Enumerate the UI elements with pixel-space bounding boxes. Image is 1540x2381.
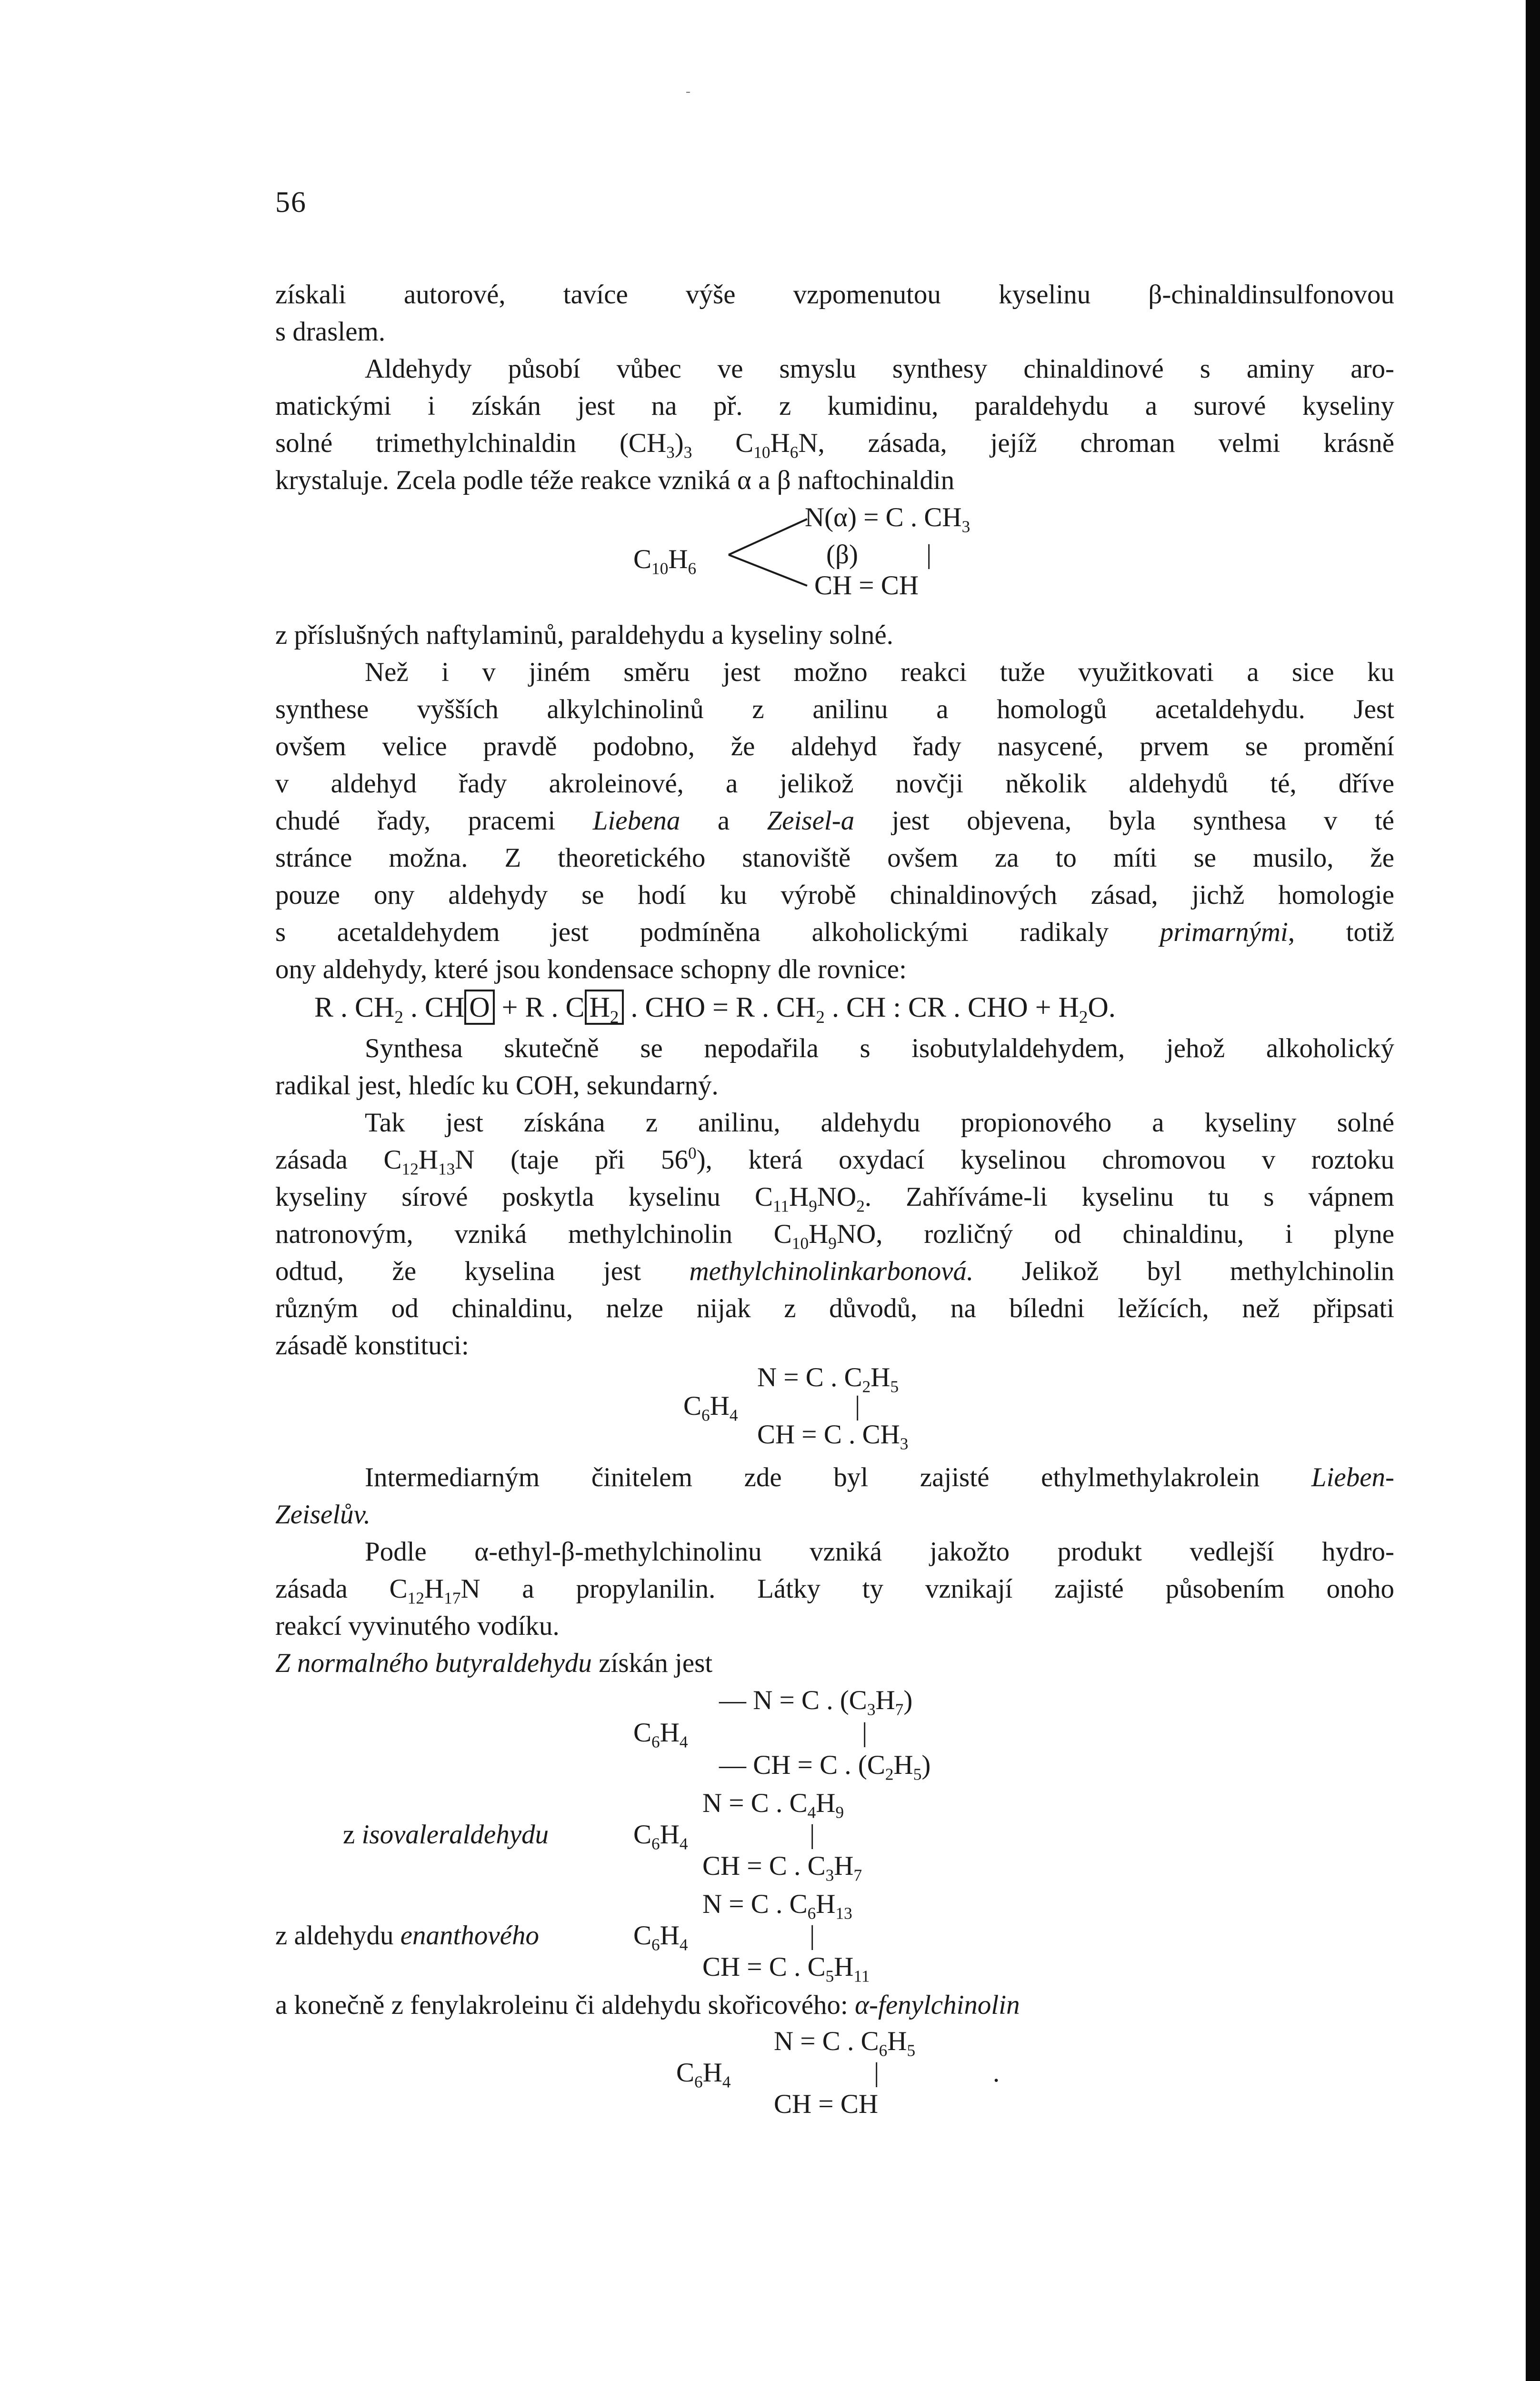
text-line: kyseliny sírové poskytla kyselinu $C_{11}H_9NO_2$. Zahříváme-li kyselinu tu s vápnem <box>275 1182 1394 1216</box>
formula-bottom: CH = C . $C_3H_7$ <box>702 1851 862 1885</box>
formula-dot: . <box>993 2058 1000 2088</box>
formula-bar: | <box>862 1718 868 1748</box>
formula-left: $C_6H_4$ <box>633 1820 688 1853</box>
text-line: Než i v jiném směru jest možno reakci tuže využitkovati a sice ku <box>365 657 1394 687</box>
text-line: Aldehydy působí vůbec ve smyslu synthesy chinaldinové s aminy aro- <box>365 354 1394 384</box>
text-line: chudé řady, pracemi Liebena a Zeisel-a jest objevena, byla synthesa v té <box>275 806 1394 836</box>
formula-left: $C_6H_4$ <box>676 2058 731 2091</box>
formula-bar: | <box>810 1921 815 1951</box>
formula-bond-lines <box>726 514 812 590</box>
formula-bottom: CH = CH <box>774 2089 879 2119</box>
formula-bottom: CH = CH <box>814 570 919 600</box>
text-line: ovšem velice pravdě podobno, že aldehyd řady nasycené, prvem se promění <box>275 731 1394 761</box>
text-line: matickými i získán jest na př. z kumidinu, paraldehydu a surové kyseliny <box>275 391 1394 421</box>
text-line: synthese vyšších alkylchinolinů z anilinu a homologů acetaldehydu. Jest <box>275 694 1394 724</box>
text-line: Zeiselův. <box>275 1500 370 1530</box>
text-line: odtud, že kyselina jest methylchinolinkarbonová. Jelikož byl methylchinolin <box>275 1256 1394 1286</box>
formula-left: $C_{10}H_6$ <box>633 544 697 578</box>
text-line: zásada $C_{12}H_{13}N$ (taje při $56^0$), která oxydací kyselinou chromovou v roztoku <box>275 1143 1394 1179</box>
formula-top: N = C . $C_4H_9$ <box>702 1788 844 1822</box>
formula-top: N = C . $C_6H_{13}$ <box>702 1889 852 1923</box>
formula-bottom: CH = C . $CH_3$ <box>757 1420 909 1453</box>
text-line: radikal jest, hledíc ku COH, sekundarný. <box>275 1070 719 1100</box>
formula-left: $C_6H_4$ <box>633 1921 688 1954</box>
formula-bar: | <box>926 540 932 570</box>
formula-prefix: z aldehydu enanthového <box>275 1921 539 1951</box>
formula-left: $C_6H_4$ <box>683 1391 738 1425</box>
formula-top: N = C . $C_6H_5$ <box>774 2026 916 2060</box>
text-line: natronovým, vzniká methylchinolin $C_{10}H_9NO$, rozličný od chinaldinu, i plyne <box>275 1219 1394 1253</box>
text-line: solné trimethylchinaldin $(CH_3)_3$ $C_{10}H_6N$, zásada, jejíž chroman velmi krásně <box>275 428 1394 462</box>
text-line: z příslušných naftylaminů, paraldehydu a kyseliny solné. <box>275 620 894 650</box>
formula-top: N = C . $C_2H_5$ <box>757 1362 899 1396</box>
text-line: stránce možna. Z theoretického stanoviště ovšem za to míti se musilo, že <box>275 843 1394 873</box>
text-line: různým od chinaldinu, nelze nijak z důvodů, na bíledni ležících, než připsati <box>275 1293 1394 1323</box>
formula-bar: | <box>874 2058 880 2088</box>
text-line: reakcí vyvinutého vodíku. <box>275 1611 560 1641</box>
page-number: 56 <box>275 186 307 219</box>
formula-mid: (β) <box>826 540 858 570</box>
text-line: pouze ony aldehydy se hodí ku výrobě chinaldinových zásad, jichž homologie <box>275 880 1394 910</box>
formula-bottom: — CH = C . $(C_2H_5)$ <box>719 1750 931 1784</box>
text-line: Podle α-ethyl-β-methylchinolinu vzniká jakožto produkt vedlejší hydro- <box>365 1537 1394 1567</box>
formula-bar: | <box>810 1820 815 1850</box>
formula-top: N(α) = C . $CH_3$ <box>805 502 970 536</box>
text-line: ony aldehydy, které jsou kondensace schopny dle rovnice: <box>275 954 907 984</box>
text-line: zásada $C_{12}H_{17}N$ a propylanilin. Látky ty vznikají zajisté působením onoho <box>275 1574 1394 1608</box>
text-line: získali autorové, tavíce výše vzpomenutou kyselinu β-chinaldinsulfonovou <box>275 280 1394 310</box>
text-line: Synthesa skutečně se nepodařila s isobutylaldehydem, jehož alkoholický <box>365 1033 1394 1063</box>
formula-bar: | <box>855 1391 860 1421</box>
scan-border <box>1526 0 1540 2381</box>
text-line: Tak jest získána z anilinu, aldehydu propionového a kyseliny solné <box>365 1108 1394 1138</box>
text-line: Z normalného butyraldehydu získán jest <box>275 1648 713 1678</box>
formula-left: $C_6H_4$ <box>633 1718 688 1751</box>
text-line: krystaluje. Zcela podle téže reakce vzniká α a β naftochinaldin <box>275 465 955 495</box>
formula-top: — N = C . $(C_3H_7)$ <box>719 1685 913 1719</box>
condensation-equation: R . $CH_2$ . CH O + R . C $H_2$ . CHO = R . $CH_2$ . CH : CR . CHO + $H_2O$. <box>314 990 1116 1024</box>
text-line: s draslem. <box>275 317 386 347</box>
formula-prefix: z isovaleraldehydu <box>343 1820 549 1850</box>
text-line: s acetaldehydem jest podmíněna alkoholickými radikaly primarnými, totiž <box>275 917 1394 947</box>
formula-bottom: CH = C . $C_5H_{11}$ <box>702 1952 870 1986</box>
scan-mark: - <box>686 83 690 99</box>
text-line: zásadě konstituci: <box>275 1331 469 1361</box>
text-line: a konečně z fenylakroleinu či aldehydu skořicového: α-fenylchinolin <box>275 1990 1020 2020</box>
text-line: Intermediarným činitelem zde byl zajisté ethylmethylakrolein Lieben- <box>365 1462 1394 1492</box>
text-line: v aldehyd řady akroleinové, a jelikož novčji několik aldehydů té, dříve <box>275 769 1394 799</box>
